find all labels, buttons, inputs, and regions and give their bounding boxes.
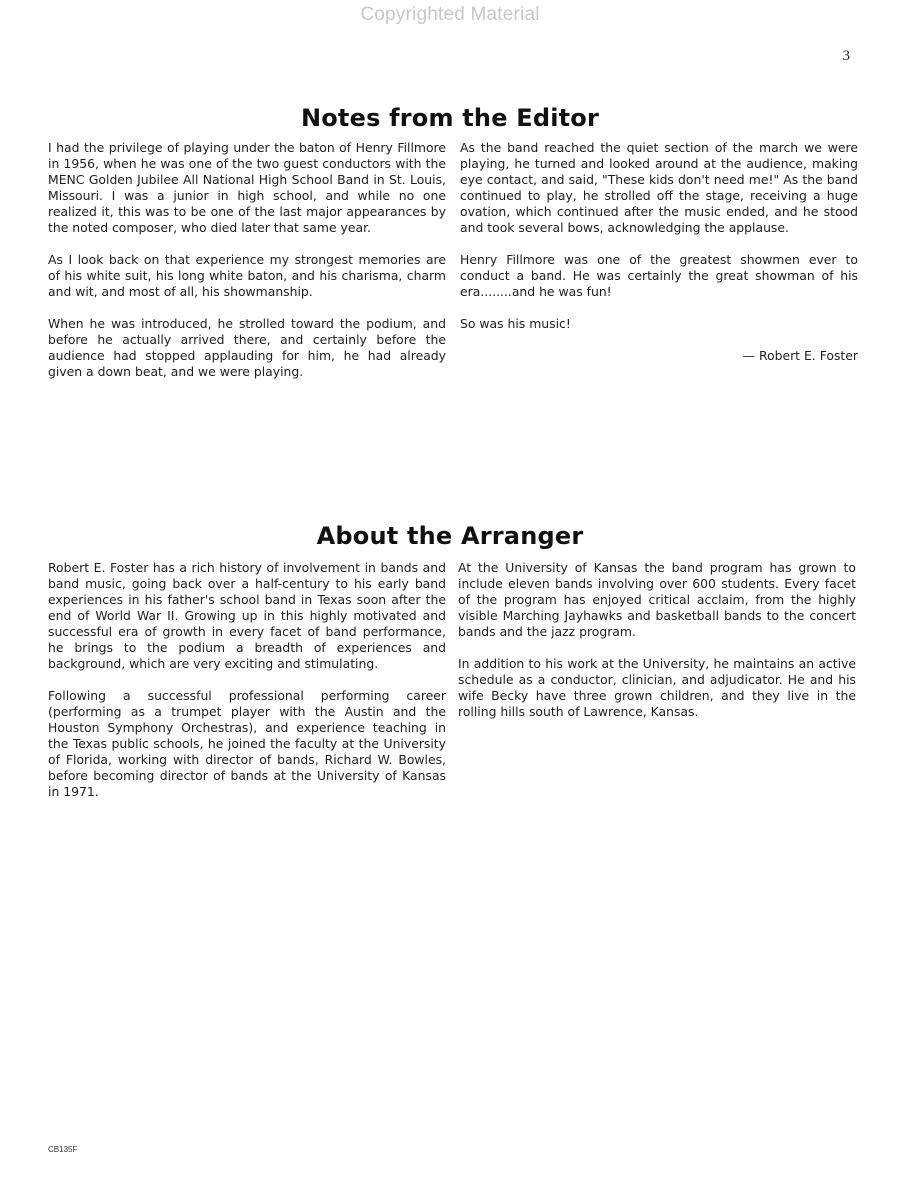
editor-paragraph: So was his music! <box>460 316 571 331</box>
arranger-paragraph: Following a successful professional performing career (performing as a trumpet player with the Austin and the Houston Symphony Orchestras), and experience teaching in the Texas public schools, he joined the faculty at the University of Florida, working with director of bands, Richard W. Bowles, before becoming director of bands at the University of Kansas in 1971. <box>48 688 446 799</box>
arranger-paragraph: Robert E. Foster has a rich history of involvement in bands and band music, going back over a half-century to his early band experiences in his father's school band in Texas soon after the end of World War II. Growing up in this highly motivated and successful era of growth in every facet of band performance, he brings to the podium a breadth of experiences and background, which are very exciting and stimulating. <box>48 560 446 671</box>
section-title-editor-notes: Notes from the Editor <box>300 104 600 132</box>
editor-paragraph: As the band reached the quiet section of the march we were playing, he turned and looked around at the audience, making eye contact, and said, "These kids don't need me!" As the band continued to play, he strolled off the stage, receiving a huge ovation, which continued after the music ended, and he stood and took several bows, acknowledging the applause. <box>460 140 858 235</box>
editor-notes-left-column <box>48 140 446 396</box>
editor-notes-right-column <box>460 140 858 380</box>
page-number: 3 <box>842 48 850 64</box>
editor-paragraph: Henry Fillmore was one of the greatest showmen ever to conduct a band. He was certainly the great showman of his era........and he was fun! <box>460 252 858 299</box>
arranger-paragraph: In addition to his work at the University, he maintains an active schedule as a conductor, clinician, and adjudicator. He and his wife Becky have three grown children, and they live in the rolling hills south of Lawrence, Kansas. <box>458 656 856 719</box>
section-title-about-arranger: About the Arranger <box>316 522 584 550</box>
editor-paragraph: I had the privilege of playing under the baton of Henry Fillmore in 1956, when he was one of the two guest conductors with the MENC Golden Jubilee All National High School Band in St. Louis, Missouri. I was a junior in high school, and while no one realized it, this was to be one of the last major appearances by the noted composer, who died later that same year. <box>48 140 446 235</box>
copyright-watermark: Copyrighted Material <box>360 4 540 25</box>
arranger-left-column <box>48 560 446 816</box>
editor-paragraph: When he was introduced, he strolled toward the podium, and before he actually arrived there, and certainly before the audience had stopped applauding for him, he had already given a down beat, and we were playing. <box>48 316 446 379</box>
catalog-code: CB135F <box>48 1145 78 1154</box>
arranger-right-column <box>458 560 856 736</box>
editor-paragraph: As I look back on that experience my strongest memories are of his white suit, his long white baton, and his charisma, charm and wit, and most of all, his showmanship. <box>48 252 446 299</box>
arranger-paragraph: At the University of Kansas the band program has grown to include eleven bands involving over 600 students. Every facet of the program has enjoyed critical acclaim, from the highly visible Marching Jayhawks and basketball bands to the concert bands and the jazz program. <box>458 560 856 639</box>
editor-signature: — Robert E. Foster <box>742 348 858 363</box>
